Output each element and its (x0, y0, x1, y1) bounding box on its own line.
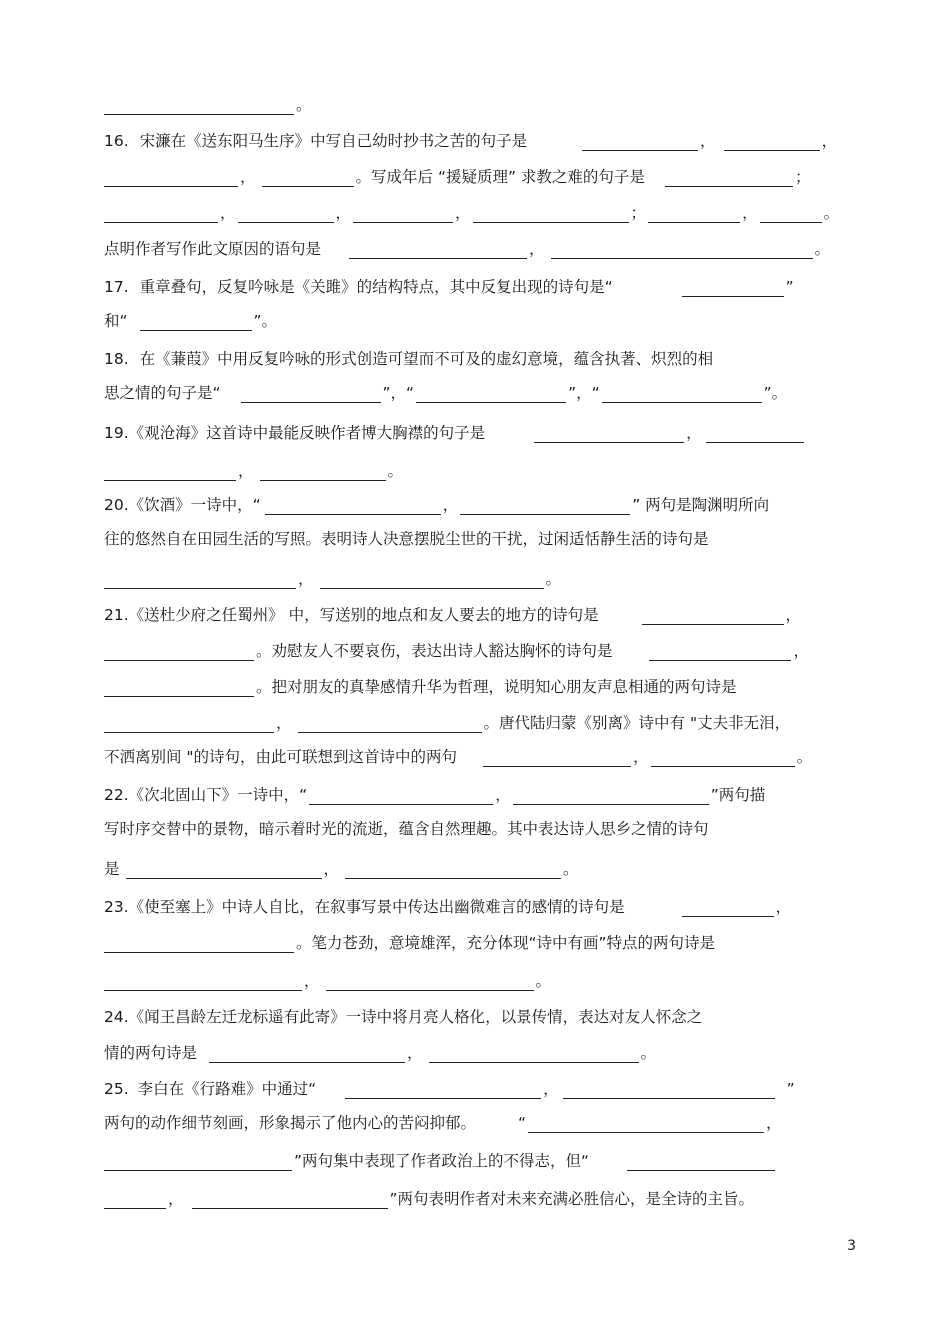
question-21-line-4 (104, 710, 845, 736)
punctuation: ； (630, 204, 647, 222)
answer-blank[interactable] (104, 676, 254, 697)
question-text: 《使至塞上》中诗人自比，在叙事写景中传达出幽微难言的感情的诗句是 (128, 898, 625, 916)
question-text: 。笔力苍劲，意境雄浑，充分体现“诗中有画”特点的两句诗是 (296, 934, 716, 952)
punctuation: 。 (387, 462, 404, 480)
question-text: 《观沧海》这首诗中最能反映作者博大胸襟的句子是 (128, 424, 486, 442)
answer-blank[interactable] (238, 202, 334, 223)
question-23-line-3 (104, 968, 845, 994)
punctuation: ， (793, 642, 809, 660)
punctuation: ”。 (763, 384, 788, 402)
question-text: 李白在《行路难》中通过“ (137, 1080, 317, 1098)
answer-blank[interactable] (648, 202, 740, 223)
answer-blank[interactable] (241, 382, 381, 403)
question-text: ” 两句是陶渊明所向 (632, 496, 770, 514)
question-20-line-2 (104, 526, 845, 552)
answer-blank[interactable] (140, 310, 252, 331)
answer-blank[interactable] (104, 970, 302, 991)
answer-blank[interactable] (483, 746, 631, 767)
punctuation: ， (742, 204, 758, 222)
answer-blank[interactable] (460, 494, 630, 515)
answer-blank[interactable] (563, 1078, 775, 1099)
punctuation: ， (495, 786, 511, 804)
question-text: 。唐代陆归蒙《别离》诗中有 "丈夫非无泪， (483, 714, 791, 732)
punctuation: ， (168, 1190, 184, 1208)
question-18-line-2 (104, 380, 845, 406)
answer-blank[interactable] (104, 640, 254, 661)
answer-blank[interactable] (104, 202, 218, 223)
question-17-line-2 (104, 308, 845, 334)
answer-blank[interactable] (642, 604, 784, 625)
punctuation: ”，“ (568, 384, 600, 402)
question-text: 和“ (104, 312, 128, 330)
answer-blank[interactable] (665, 166, 793, 187)
question-25-line-3 (104, 1148, 845, 1174)
answer-blank[interactable] (104, 568, 296, 589)
question-24-line-2 (104, 1040, 845, 1066)
punctuation: ， (700, 132, 716, 150)
punctuation: ， (304, 972, 320, 990)
question-text: 《次北固山下》一诗中，“ (128, 786, 308, 804)
punctuation: ， (686, 424, 702, 442)
answer-blank[interactable] (627, 1150, 775, 1171)
question-21-line-1 (104, 602, 845, 628)
punctuation: ”。 (253, 312, 278, 330)
punctuation: ， (543, 1080, 559, 1098)
question-16-line-1 (104, 128, 845, 154)
punctuation: ， (633, 748, 649, 766)
question-text: 《饮酒》一诗中，“ (128, 496, 261, 514)
answer-blank[interactable] (682, 896, 774, 917)
answer-blank[interactable] (265, 494, 441, 515)
question-text: 往的悠然自在田园生活的写照。表明诗人决意摆脱尘世的干扰，过闲适恬静生活的诗句是 (104, 530, 709, 548)
answer-blank[interactable] (649, 640, 791, 661)
answer-blank[interactable] (582, 130, 698, 151)
punctuation: ”，“ (382, 384, 415, 402)
punctuation: ” (785, 278, 794, 296)
answer-blank[interactable] (209, 1042, 405, 1063)
punctuation: 。 (545, 570, 562, 588)
answer-blank[interactable] (353, 202, 453, 223)
answer-blank[interactable] (298, 712, 482, 733)
question-number: 18. (104, 350, 129, 368)
answer-blank[interactable] (473, 202, 629, 223)
question-25-line-1 (104, 1076, 845, 1102)
answer-blank[interactable] (104, 1150, 292, 1171)
question-number: 22. (104, 786, 129, 804)
answer-blank[interactable] (260, 460, 386, 481)
punctuation: ， (335, 204, 352, 222)
question-text: 点明作者写作此文原因的语句是 (104, 240, 322, 258)
question-25-line-4 (104, 1186, 845, 1212)
question-text: 《闻王昌龄左迁龙标遥有此寄》一诗中将月亮人格化，以景传情，表达对友人怀念之 (128, 1008, 703, 1026)
punctuation: ； (794, 168, 811, 186)
punctuation: 。 (296, 96, 312, 114)
question-text: 。写成年后 “援疑质理” 求教之难的句子是 (355, 168, 645, 186)
punctuation: 。 (814, 240, 831, 258)
answer-blank[interactable] (429, 1042, 639, 1063)
question-text: ”两句集中表现了作者政治上的不得志，但“ (294, 1152, 590, 1170)
punctuation: 。 (823, 204, 840, 222)
question-20-line-3 (104, 566, 845, 592)
punctuation: 。 (796, 748, 813, 766)
question-22-line-2 (104, 816, 845, 842)
answer-blank[interactable] (602, 382, 762, 403)
question-19-line-2 (104, 458, 845, 484)
answer-blank[interactable] (416, 382, 566, 403)
punctuation: ， (298, 570, 314, 588)
answer-blank[interactable] (651, 746, 795, 767)
punctuation: ， (220, 204, 236, 222)
question-text: 宋濂在《送东阳马生序》中写自己幼时抄书之苦的句子是 (139, 132, 528, 150)
question-17-line-1 (104, 274, 845, 300)
answer-blank[interactable] (682, 276, 784, 297)
answer-blank[interactable] (345, 858, 561, 879)
question-23-line-1 (104, 894, 845, 920)
question-number: 19. (104, 424, 129, 442)
answer-blank[interactable] (528, 1112, 764, 1133)
question-text: 思之情的句子是“ (104, 384, 221, 402)
answer-blank[interactable] (706, 422, 804, 443)
question-text: 情的两句诗是 (104, 1044, 198, 1062)
answer-blank[interactable] (104, 94, 294, 115)
question-22-line-3 (104, 856, 845, 882)
punctuation: ， (323, 860, 340, 878)
question-text: ”两句表明作者对未来充满必胜信心，是全诗的主旨。 (389, 1190, 755, 1208)
question-16-line-2 (104, 164, 845, 190)
answer-blank[interactable] (349, 238, 527, 259)
question-number: 16. (104, 132, 129, 150)
question-number: 21. (104, 606, 129, 624)
punctuation: 。 (640, 1044, 657, 1062)
question-text: 是 (104, 860, 120, 878)
question-text: 《送杜少府之任蜀州》 中，写送别的地点和友人要去的地方的诗句是 (128, 606, 599, 624)
answer-blank[interactable] (104, 460, 236, 481)
punctuation: ， (238, 462, 254, 480)
question-21-line-3 (104, 674, 845, 700)
answer-blank[interactable] (724, 130, 820, 151)
question-text: 写时序交替中的景物，暗示着时光的流逝，蕴含自然理趣。其中表达诗人思乡之情的诗句 (104, 820, 709, 838)
question-25-line-2 (104, 1110, 845, 1136)
question-19-line-1 (104, 420, 845, 446)
answer-blank[interactable] (513, 784, 709, 805)
answer-blank[interactable] (104, 1188, 166, 1209)
punctuation: ， (529, 240, 545, 258)
punctuation: ， (455, 204, 471, 222)
answer-line (104, 92, 845, 118)
punctuation: ， (240, 168, 256, 186)
answer-blank[interactable] (551, 238, 813, 259)
punctuation: ， (442, 496, 459, 514)
question-text: 不洒离别间 "的诗句，由此可联想到这首诗中的两句 (104, 748, 458, 766)
question-number: 25. (104, 1080, 129, 1098)
question-20-line-1 (104, 492, 845, 518)
question-text: 两句的动作细节刻画，形象揭示了他内心的苦闷抑郁。 (104, 1114, 477, 1132)
answer-blank[interactable] (320, 568, 544, 589)
question-text: 。把对朋友的真挚感情升华为哲理，说明知心朋友声息相通的两句诗是 (256, 678, 737, 696)
question-text: 。劝慰友人不要哀伤，表达出诗人豁达胸怀的诗句是 (256, 642, 613, 660)
question-23-line-2 (104, 930, 845, 956)
answer-blank[interactable] (760, 202, 822, 223)
answer-blank[interactable] (534, 422, 684, 443)
question-22-line-1 (104, 782, 845, 808)
question-16-line-3 (104, 200, 845, 226)
question-18-line-1 (104, 346, 845, 372)
punctuation: ， (775, 898, 792, 916)
question-21-line-2 (104, 638, 845, 664)
question-number: 17. (104, 278, 129, 296)
question-21-line-5 (104, 744, 845, 770)
question-number: 20. (104, 496, 129, 514)
punctuation: ， (785, 606, 802, 624)
question-text: 在《蒹葭》中用反复吟咏的形式创造可望而不可及的虚幻意境，蕴含执著、炽烈的相 (139, 350, 714, 368)
answer-blank[interactable] (192, 1188, 388, 1209)
answer-blank[interactable] (126, 858, 322, 879)
page-number: 3 (847, 1238, 856, 1254)
answer-blank[interactable] (345, 1078, 541, 1099)
punctuation: ， (821, 132, 838, 150)
punctuation: 。 (535, 972, 552, 990)
punctuation: ， (766, 1114, 782, 1132)
answer-blank[interactable] (262, 166, 354, 187)
answer-blank[interactable] (104, 712, 274, 733)
punctuation: 。 (563, 860, 579, 878)
punctuation: ， (276, 714, 292, 732)
question-number: 24. (104, 1008, 129, 1026)
question-16-line-4 (104, 236, 845, 262)
answer-blank[interactable] (104, 166, 238, 187)
question-text: 重章叠句，反复吟咏是《关雎》的结构特点，其中反复出现的诗句是“ (139, 278, 613, 296)
answer-blank[interactable] (326, 970, 534, 991)
answer-blank[interactable] (309, 784, 493, 805)
punctuation: ” (786, 1080, 795, 1098)
punctuation: ， (407, 1044, 423, 1062)
question-24-line-1 (104, 1004, 845, 1030)
question-text: ”两句描 (710, 786, 766, 804)
answer-blank[interactable] (104, 932, 294, 953)
question-number: 23. (104, 898, 129, 916)
punctuation: “ (518, 1114, 527, 1132)
